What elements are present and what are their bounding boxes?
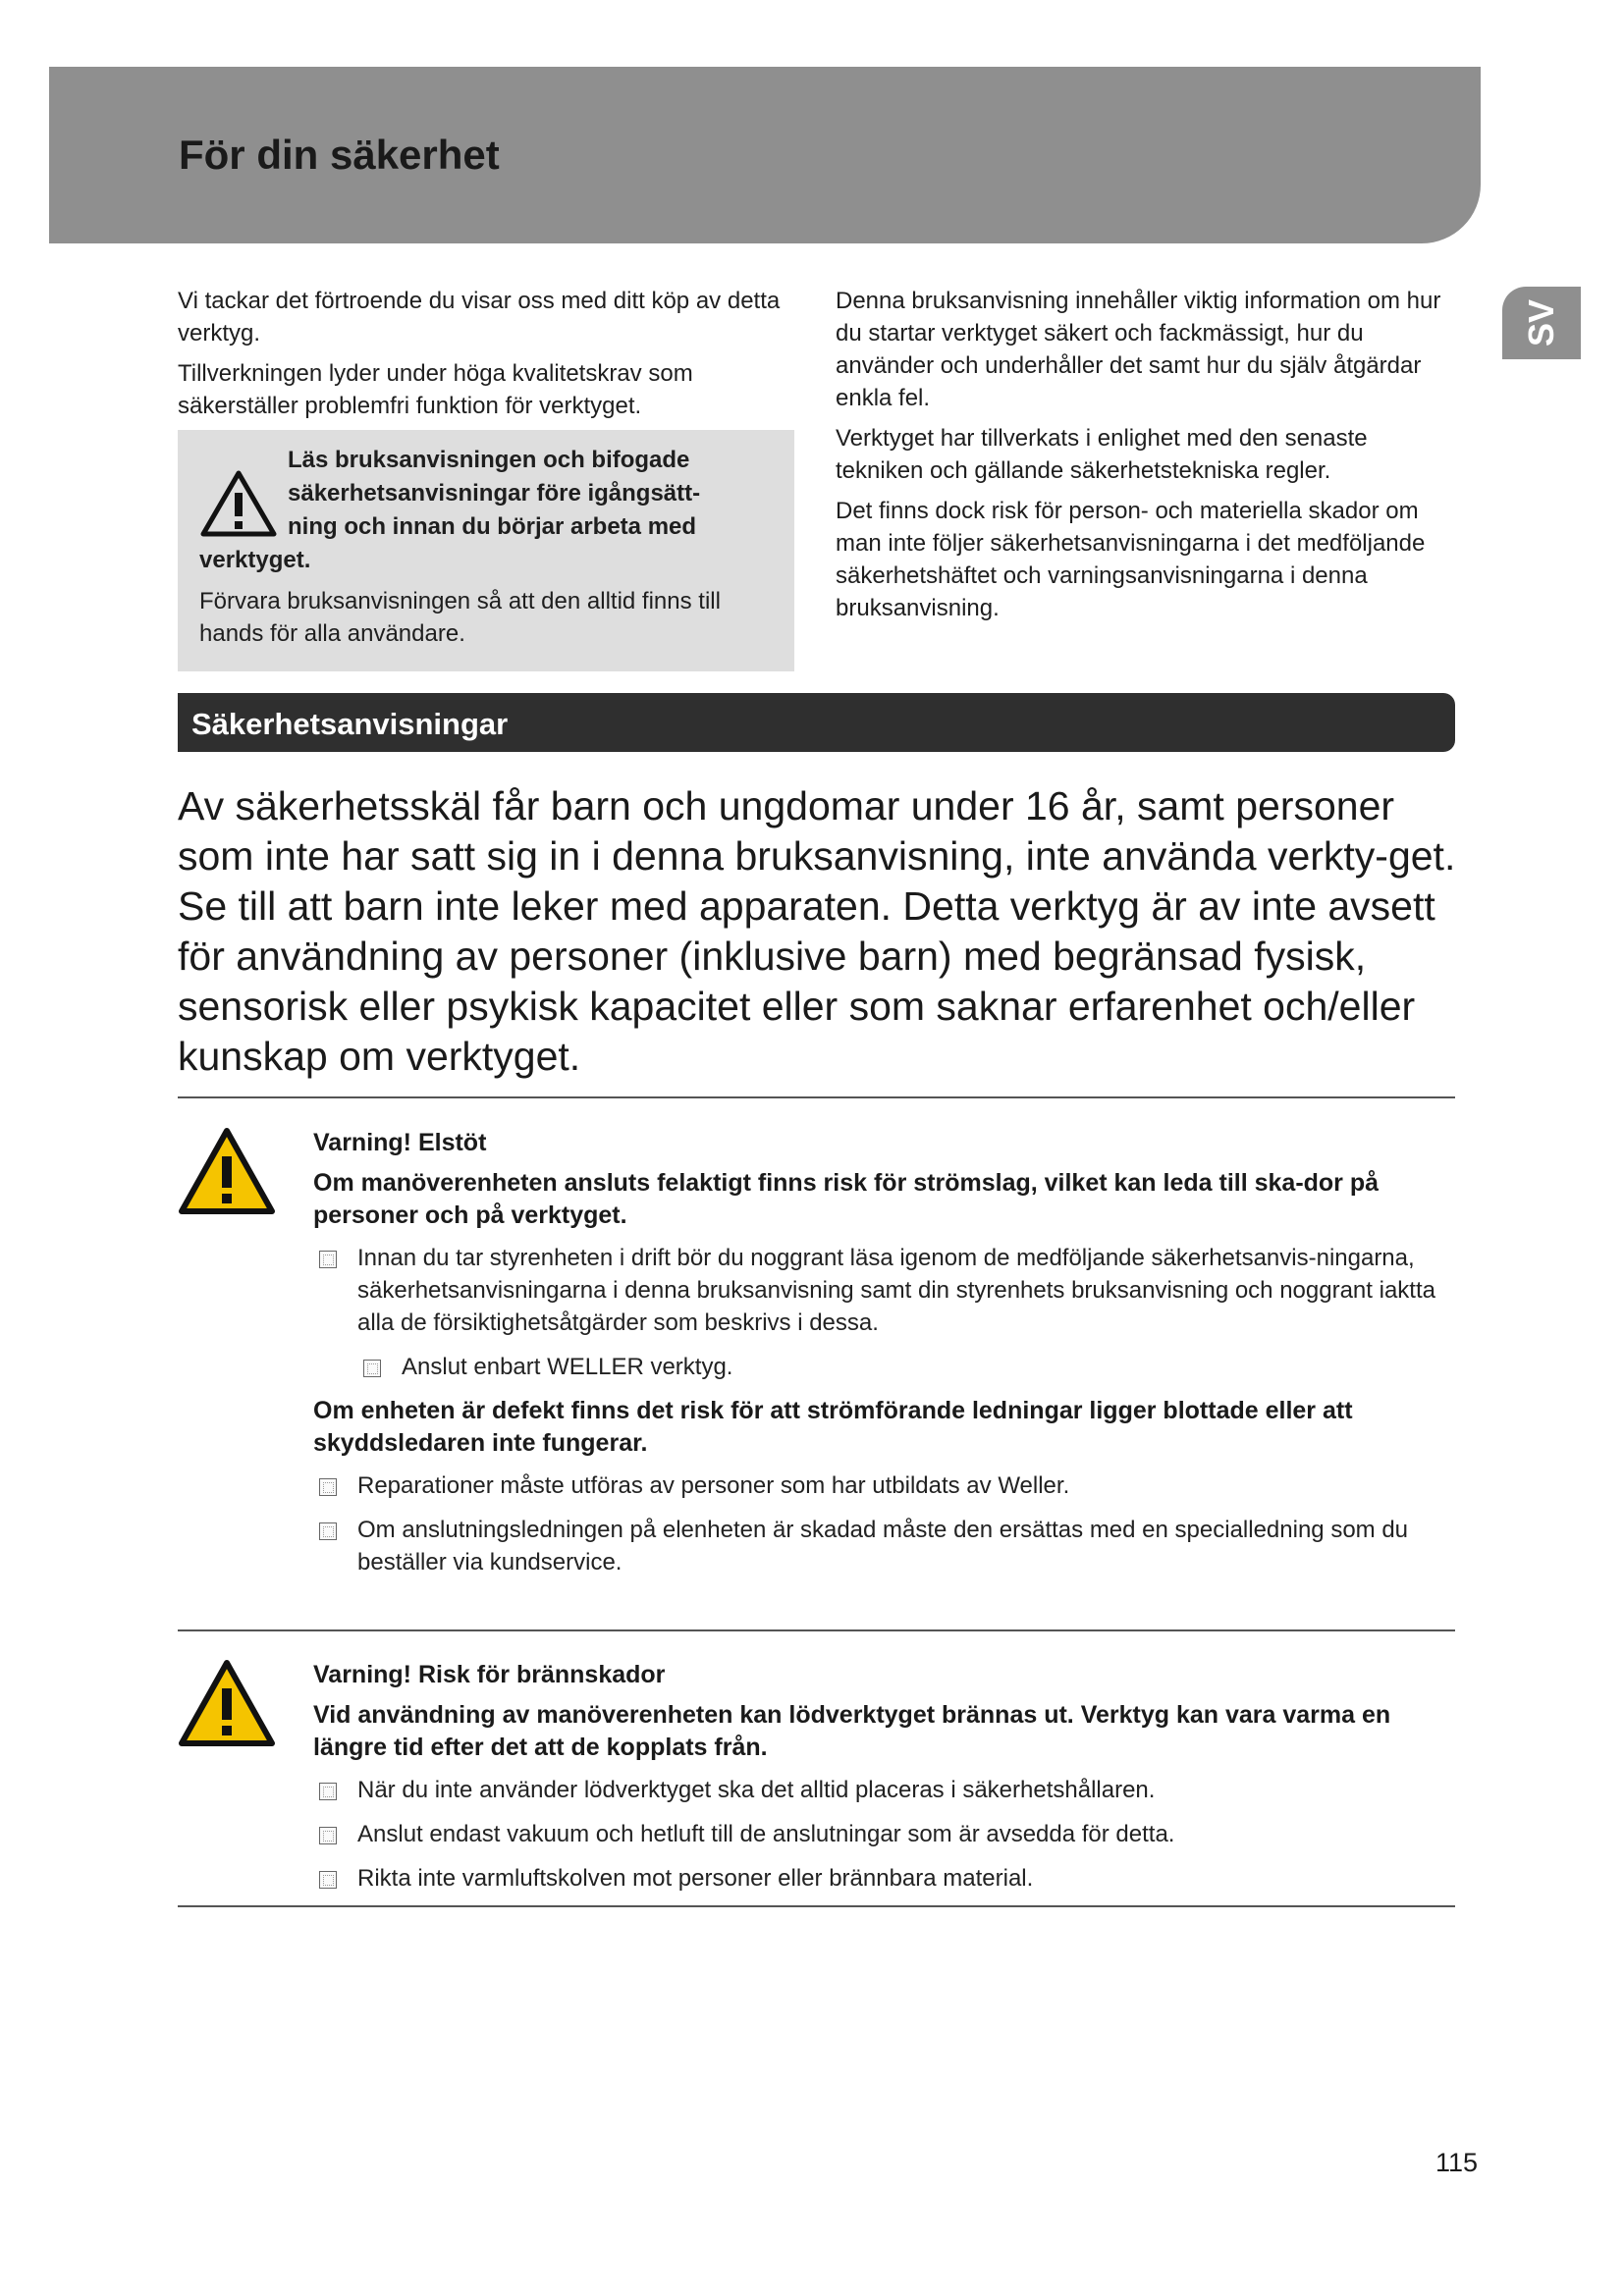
intro-left-column — [178, 285, 796, 671]
page-number: 115 — [1435, 2148, 1479, 2177]
intro-paragraph: Tillverkningen lyder under höga kvalitetskrav som säkerställer problemfri funktion för verktyget. — [178, 360, 693, 419]
checkbox-bullet-icon — [319, 1827, 337, 1844]
warning-text: Om enheten är defekt finns det risk för att strömförande ledningar ligger blottade eller att skyddsledaren inte fungerar. — [313, 1397, 1353, 1457]
warning-title: Varning! Risk för brännskador — [313, 1661, 666, 1688]
language-tab — [1502, 287, 1581, 359]
list-item-text: När du inte använder lödverktyget ska det alltid placeras i säkerhetshållaren. — [357, 1777, 1156, 1803]
list-item-text: Anslut endast vakuum och hetluft till de anslutningar som är avsedda för detta. — [357, 1821, 1175, 1847]
list-item-text: Rikta inte varmluftskolven mot personer eller brännbara material. — [357, 1865, 1034, 1892]
warning-triangle-icon — [199, 469, 278, 538]
checkbox-bullet-icon — [319, 1478, 337, 1496]
warning-triangle-icon — [178, 1659, 276, 1749]
divider — [178, 1096, 1455, 1098]
list-item-text: Om anslutningsledningen på elenheten är skadad måste den ersättas med en specialledning som du beställer via kundservice. — [357, 1517, 1409, 1575]
divider — [178, 1905, 1455, 1907]
notice-sub: Förvara bruksanvisningen så att den alltid finns till hands för alla användare. — [199, 588, 721, 647]
warning-title: Varning! Elstöt — [313, 1129, 487, 1156]
checkbox-bullet-icon — [319, 1783, 337, 1800]
page-title: För din säkerhet — [179, 132, 500, 178]
list-item — [313, 1469, 1455, 1502]
list-item-text: Innan du tar styrenheten i drift bör du noggrant läsa igenom de medföljande säkerhetsanvis-ningarna, säkerhetsanvisningarna i denna bruksanvisning samt din styrenhets bruksanvisning och noggrant iaktta alla de försiktighetsåtgärder som beskrivs i dessa. — [357, 1245, 1435, 1336]
checkbox-bullet-icon — [319, 1871, 337, 1889]
intro-paragraph: Vi tackar det förtroende du visar oss med ditt köp av detta verktyg. — [178, 288, 781, 347]
intro-paragraph: Verktyget har tillverkats i enlighet med den senaste tekniken och gällande säkerhetstekniska regler. — [836, 425, 1368, 484]
warning-body — [313, 1127, 1455, 1590]
intro-paragraph: Denna bruksanvisning innehåller viktig information om hur du startar verktyget säkert och fackmässigt, hur du använder och underhåller det samt hur du själv åtgärdar enkla fel. — [836, 288, 1441, 411]
list-item — [313, 1774, 1455, 1806]
checkbox-bullet-icon — [363, 1360, 381, 1377]
notice-line-2: säkerhetsanvisningar före igångsätt- — [288, 480, 701, 507]
safety-lead-paragraph: Av säkerhetsskäl får barn och ungdomar under 16 år, samt personer som inte har satt sig in i denna bruksanvisning, inte använda verkty-get. Se till att barn inte leker med apparaten. Detta verktyg är av inte avsett för användning av personer (inklusive barn) med begränsad fysisk, sensorisk eller psykisk kapacitet eller som saknar erfarenhet och/eller kunskap om verktyget. — [178, 783, 1456, 1079]
intro-right-column — [836, 285, 1454, 632]
notice-line-1: Läs bruksanvisningen och bifogade — [288, 447, 690, 473]
intro-paragraph: Det finns dock risk för person- och materiella skador om man inte följer säkerhetsanvisningarna i det medföljande säkerhetshäftet och varningsanvisningarna i denna bruksanvisning. — [836, 498, 1426, 621]
read-manual-notice — [178, 430, 794, 671]
list-item — [313, 1242, 1455, 1339]
list-item — [313, 1862, 1455, 1895]
checkbox-bullet-icon — [319, 1251, 337, 1268]
checkbox-bullet-icon — [319, 1522, 337, 1540]
list-item-text: Reparationer måste utföras av personer som har utbildats av Weller. — [357, 1472, 1070, 1499]
warning-body — [313, 1659, 1455, 1906]
header-band — [49, 67, 1481, 243]
list-item — [313, 1514, 1455, 1578]
notice-line-4: verktyget. — [199, 547, 311, 573]
notice-heading — [199, 444, 773, 577]
warning-text: Om manöverenheten ansluts felaktigt finns risk för strömslag, vilket kan leda till ska-dor på personer och på verktyget. — [313, 1169, 1380, 1229]
notice-line-3: ning och innan du börjar arbeta med — [288, 513, 697, 540]
section-heading: Säkerhetsanvisningar — [178, 693, 1455, 752]
list-item-text: Anslut enbart WELLER verktyg. — [402, 1354, 733, 1380]
divider — [178, 1629, 1455, 1631]
warning-triangle-icon — [178, 1127, 276, 1217]
list-item — [357, 1351, 1455, 1383]
warning-text: Vid användning av manöverenheten kan lödverktyget brännas ut. Verktyg kan vara varma en längre tid efter det att de kopplats från. — [313, 1701, 1391, 1761]
language-tab-label: SV — [1521, 298, 1561, 347]
list-item — [313, 1818, 1455, 1850]
